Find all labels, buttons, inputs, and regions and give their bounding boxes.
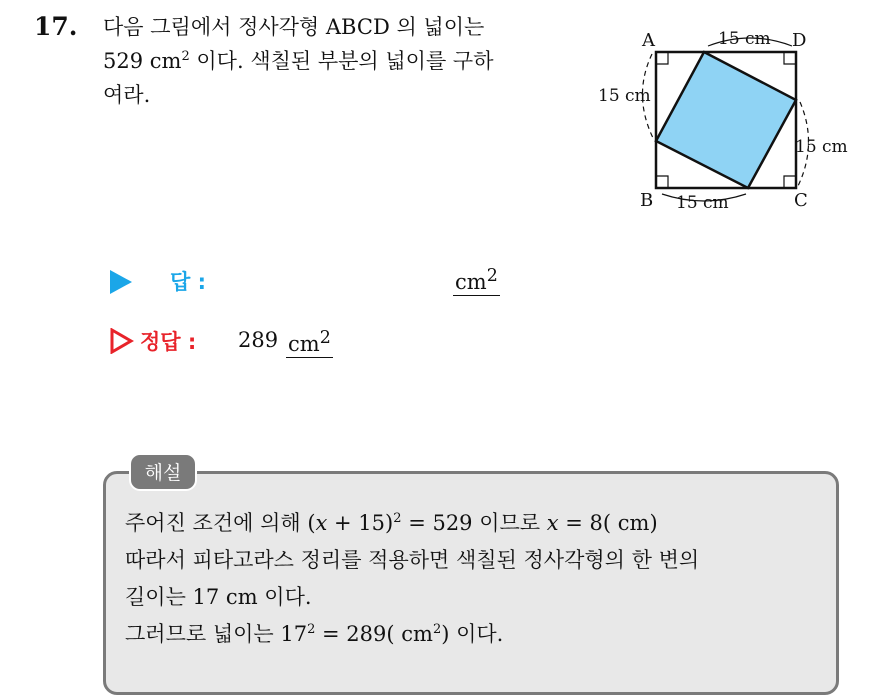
vertex-d: D	[792, 30, 807, 51]
correct-unit-text: cm	[288, 332, 320, 356]
explanation-line-4	[125, 616, 837, 653]
vertex-c: C	[794, 190, 808, 211]
exp-l4-sup: 2	[307, 622, 316, 637]
question-area-value: 529 cm	[103, 49, 182, 73]
play-triangle-icon	[110, 270, 132, 294]
correct-answer-row	[110, 324, 530, 360]
exp-l4-b: = 289( cm	[315, 622, 433, 646]
correct-value: 289	[238, 328, 279, 352]
question-line-1: 다음 그림에서 정사각형 ABCD 의 넓이는	[103, 15, 485, 39]
shaded-square	[656, 52, 796, 188]
answer-row	[110, 264, 530, 300]
vertex-a: A	[642, 30, 655, 51]
correct-label: 정답 :	[140, 330, 197, 354]
label-top: 15 cm	[718, 29, 771, 49]
square-figure	[594, 24, 864, 219]
right-angle-mark-a	[656, 52, 668, 64]
question-line-2-rest: 이다. 색칠된 부분의 넓이를 구하	[189, 49, 494, 73]
label-bottom: 15 cm	[676, 193, 729, 213]
right-angle-mark-d	[784, 52, 796, 64]
exp-l4-sup2: 2	[432, 622, 442, 637]
exp-l4-a: 그러므로 넓이는 17	[125, 622, 308, 646]
answer-unit-exponent: 2	[486, 266, 498, 286]
exp-l1-sup: 2	[393, 511, 402, 526]
correct-unit-exponent: 2	[319, 328, 331, 348]
outline-triangle-icon	[110, 328, 134, 354]
exp-l1-c: = 529 이므로	[401, 511, 547, 535]
explanation-line-2: 따라서 피타고라스 정리를 적용하면 색칠된 정사각형의 한 변의	[125, 548, 700, 572]
answer-label: 답 :	[170, 270, 206, 294]
explanation-line-3: 길이는 17 cm 이다.	[125, 585, 312, 609]
answer-blank[interactable]	[453, 266, 500, 296]
question-number: 17.	[34, 12, 78, 41]
right-angle-mark-b	[656, 176, 668, 188]
exp-l1-x: x	[315, 511, 328, 535]
question-line-2	[103, 44, 573, 78]
exp-l4-c: ) 이다.	[441, 622, 504, 646]
explanation-line-1	[125, 505, 837, 542]
question-area-exponent: 2	[181, 49, 190, 64]
explanation-text	[125, 505, 837, 653]
explanation-tab: 해설	[129, 453, 197, 491]
exp-l1-a: 주어진 조건에 의해 (	[125, 511, 316, 535]
exp-l1-x2: x	[546, 511, 559, 535]
right-angle-mark-c	[784, 176, 796, 188]
exp-l1-d: = 8( cm)	[558, 511, 658, 535]
answer-unit: cm	[455, 270, 487, 294]
question-line-3: 여라.	[103, 83, 151, 107]
correct-unit	[286, 328, 333, 358]
label-left: 15 cm	[598, 86, 651, 106]
exp-l1-b: + 15)	[327, 511, 394, 535]
question-text	[103, 10, 573, 112]
vertex-b: B	[640, 190, 654, 211]
label-right: 15 cm	[795, 137, 848, 157]
